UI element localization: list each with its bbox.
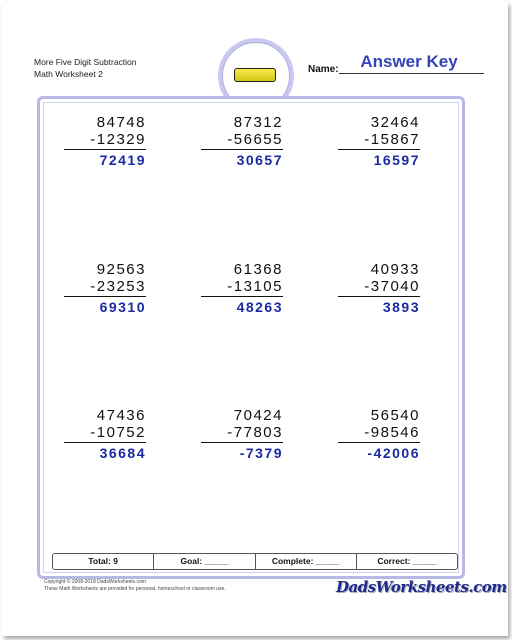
problem-2 bbox=[193, 114, 283, 169]
problem-7 bbox=[56, 407, 146, 462]
problem-8 bbox=[193, 407, 283, 462]
answer-rule bbox=[64, 296, 146, 297]
problem-5 bbox=[193, 261, 283, 316]
answer-rule bbox=[201, 442, 283, 443]
problem-1 bbox=[56, 114, 146, 169]
answer-rule bbox=[201, 149, 283, 150]
problem-3 bbox=[330, 114, 420, 169]
minuend: 40933 bbox=[370, 261, 420, 278]
score-bar bbox=[52, 553, 458, 570]
copyright-notice bbox=[44, 579, 226, 593]
correct-cell: Correct: _____ bbox=[377, 556, 437, 566]
total-cell: Total: 9 bbox=[53, 554, 154, 569]
problem-frame-inner bbox=[43, 102, 459, 573]
answer: -42006 bbox=[367, 445, 420, 461]
minuend: 56540 bbox=[370, 407, 420, 424]
answer-key-text: Answer Key bbox=[360, 52, 458, 71]
title-line-1: More Five Digit Subtraction bbox=[34, 57, 137, 67]
minuend: 32464 bbox=[370, 114, 420, 131]
name-line bbox=[339, 73, 484, 74]
subtrahend: -56655 bbox=[227, 131, 283, 148]
subtrahend: -37040 bbox=[364, 278, 420, 295]
worksheet-title bbox=[34, 56, 137, 80]
subtrahend: -98546 bbox=[364, 424, 420, 441]
answer: -7379 bbox=[239, 445, 283, 461]
pencil-eraser-badge-icon bbox=[234, 68, 276, 82]
minuend: 47436 bbox=[96, 407, 146, 424]
copyright-line-2: These Math Worksheets are provided for personal, homeschool or classroom use. bbox=[44, 586, 226, 592]
problem-9 bbox=[330, 407, 420, 462]
answer-rule bbox=[338, 149, 420, 150]
answer-rule bbox=[64, 442, 146, 443]
name-label: Name: bbox=[308, 64, 339, 75]
title-line-2: Math Worksheet 2 bbox=[34, 69, 103, 79]
subtrahend: -23253 bbox=[90, 278, 146, 295]
answer: 69310 bbox=[99, 299, 146, 315]
answer-rule bbox=[338, 296, 420, 297]
answer: 72419 bbox=[99, 152, 146, 168]
goal-cell: Goal: _____ bbox=[154, 554, 255, 569]
answer-rule bbox=[64, 149, 146, 150]
answer: 16597 bbox=[373, 152, 420, 168]
problem-4 bbox=[56, 261, 146, 316]
subtrahend: -15867 bbox=[364, 131, 420, 148]
copyright-line-1: Copyright © 2008-2018 DadsWorksheets.com bbox=[44, 579, 146, 585]
answer-rule bbox=[201, 296, 283, 297]
minuend: 70424 bbox=[233, 407, 283, 424]
answer: 48263 bbox=[236, 299, 283, 315]
answer-rule bbox=[338, 442, 420, 443]
subtrahend: -77803 bbox=[227, 424, 283, 441]
subtrahend: -10752 bbox=[90, 424, 146, 441]
complete-cell: Complete: _____ bbox=[256, 554, 357, 569]
minuend: 87312 bbox=[233, 114, 283, 131]
minuend: 92563 bbox=[96, 261, 146, 278]
answer: 36684 bbox=[99, 445, 146, 461]
answer: 3893 bbox=[382, 299, 420, 315]
subtrahend: -13105 bbox=[227, 278, 283, 295]
subtrahend: -12329 bbox=[90, 131, 146, 148]
site-logo: DadsWorksheets.com bbox=[336, 578, 507, 596]
answer: 30657 bbox=[236, 152, 283, 168]
problem-6 bbox=[330, 261, 420, 316]
minuend: 61368 bbox=[233, 261, 283, 278]
minuend: 84748 bbox=[96, 114, 146, 131]
